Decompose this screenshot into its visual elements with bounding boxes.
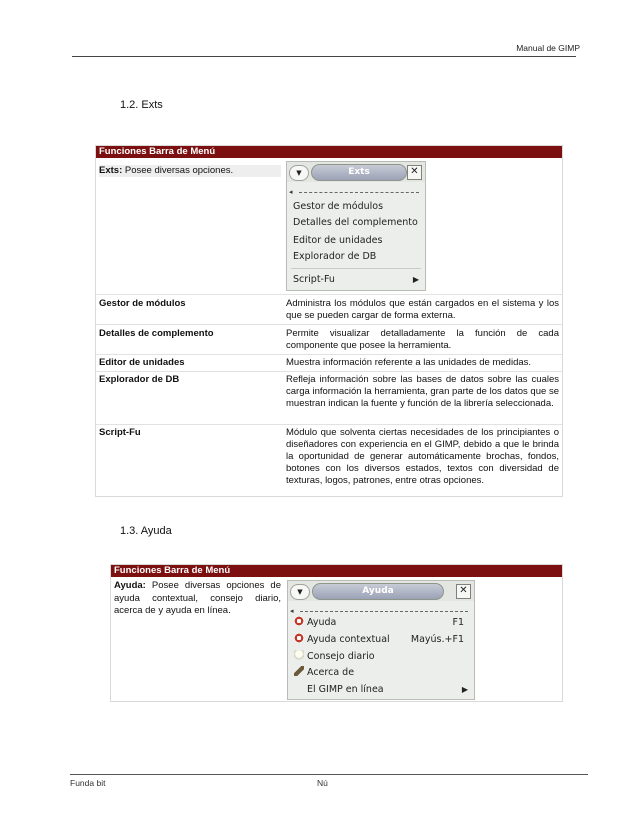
menu-item-label: Editor de unidades bbox=[293, 235, 383, 246]
exts-functions-table bbox=[95, 145, 563, 497]
row-label-explorador: Explorador de DB bbox=[99, 374, 180, 385]
menu-dropdown-arrow-icon[interactable]: ▼ bbox=[290, 584, 310, 600]
row-label-script-fu: Script-Fu bbox=[99, 427, 141, 438]
row-label-detalles: Detalles de complemento bbox=[99, 328, 214, 339]
menu-dropdown-arrow-icon[interactable]: ▼ bbox=[289, 165, 309, 181]
row-divider bbox=[96, 424, 562, 425]
menu-item-label: Gestor de módulos bbox=[293, 201, 384, 212]
menu-item-detalles-complemento[interactable] bbox=[293, 215, 421, 230]
menu-item-label: Script-Fu bbox=[293, 274, 335, 285]
row-desc-detalles: Permite visualizar detalladamente la función de cada componente que posee la herramienta. bbox=[286, 328, 559, 351]
row-desc-script-fu: Módulo que solventa ciertas necesidades de los principiantes o diseñadores con experiencia en el GIMP, debido a que le brinda la oportunidad de generar automáticamente brochas, fondos, botones con los diversos estados, textos con diversidad de texturas, logos, patrones, entre otras opciones. bbox=[286, 427, 559, 486]
row-desc-gestor: Administra los módulos que están cargados en el sistema y los que se pueden cargar de forma externa. bbox=[286, 298, 559, 321]
menu-title: Exts bbox=[311, 164, 407, 181]
section-title-ayuda: 1.3. Ayuda bbox=[120, 525, 172, 537]
menu-item-label: Consejo diario bbox=[307, 651, 375, 662]
menu-titlebar bbox=[287, 162, 425, 182]
submenu-arrow-icon: ▶ bbox=[412, 275, 419, 284]
help-icon bbox=[294, 616, 304, 626]
submenu-arrow-icon: ▶ bbox=[461, 685, 468, 694]
menu-separator bbox=[291, 268, 421, 269]
ayuda-menu-window bbox=[287, 580, 475, 700]
intro-cell bbox=[114, 580, 281, 618]
menu-item-gimp-en-linea[interactable] bbox=[294, 682, 470, 697]
menu-item-acerca-de[interactable] bbox=[294, 665, 470, 680]
row-desc-explorador: Refleja información sobre las bases de datos sobre las cuales carga información la herramienta, gran parte de los datos que se muestran indican la fuente y función de la librería seleccionada. bbox=[286, 374, 559, 409]
menu-title: Ayuda bbox=[312, 583, 444, 600]
wilber-icon bbox=[294, 666, 304, 676]
row-divider bbox=[96, 371, 562, 372]
footer-left: Funda bit bbox=[70, 778, 106, 788]
tearoff-line[interactable]: ◂ bbox=[289, 188, 423, 196]
menu-item-consejo-diario[interactable] bbox=[294, 649, 470, 664]
row-divider bbox=[96, 294, 562, 295]
menu-item-label: Acerca de bbox=[307, 667, 355, 678]
menu-item-label: Ayuda bbox=[307, 617, 337, 628]
intro-text: Posee diversas opciones de ayuda contextual, consejo diario, acerca de y ayuda en línea. bbox=[114, 580, 281, 616]
menu-item-explorador-db[interactable] bbox=[293, 249, 421, 264]
intro-text: Posee diversas opciones. bbox=[124, 165, 234, 176]
lightbulb-icon bbox=[294, 650, 304, 660]
menu-item-script-fu[interactable] bbox=[293, 272, 421, 287]
running-header-title: Manual de GIMP bbox=[516, 43, 580, 53]
row-label-editor: Editor de unidades bbox=[99, 357, 185, 368]
menu-item-label: Ayuda contextual bbox=[307, 634, 390, 645]
menu-item-gestor-modulos[interactable] bbox=[293, 199, 421, 214]
intro-label: Exts: bbox=[99, 165, 123, 176]
section-title-exts: 1.2. Exts bbox=[120, 99, 163, 111]
menu-item-ayuda[interactable] bbox=[294, 615, 470, 630]
menu-item-shortcut: Mayús.+F1 bbox=[410, 634, 464, 645]
intro-cell bbox=[99, 165, 281, 177]
table-header: Funciones Barra de Menú bbox=[96, 146, 562, 158]
menu-item-label: Detalles del complemento bbox=[293, 217, 418, 228]
ayuda-functions-table bbox=[110, 564, 563, 702]
menu-item-shortcut: F1 bbox=[452, 617, 464, 628]
row-desc-editor: Muestra información referente a las unidades de medidas. bbox=[286, 357, 532, 368]
row-label-gestor: Gestor de módulos bbox=[99, 298, 186, 309]
row-divider bbox=[96, 324, 562, 325]
close-icon[interactable]: ✕ bbox=[407, 165, 422, 180]
header-rule bbox=[72, 56, 576, 57]
tearoff-line[interactable]: ◂ bbox=[290, 607, 472, 615]
intro-label: Ayuda: bbox=[114, 580, 146, 591]
table-header: Funciones Barra de Menú bbox=[111, 565, 562, 577]
row-divider bbox=[96, 354, 562, 355]
menu-item-editor-unidades[interactable] bbox=[293, 233, 421, 248]
menu-item-label: Explorador de DB bbox=[293, 251, 377, 262]
exts-menu-window bbox=[286, 161, 426, 291]
context-help-icon bbox=[294, 633, 304, 643]
menu-item-ayuda-contextual[interactable] bbox=[294, 632, 470, 647]
footer-rule bbox=[70, 774, 588, 775]
footer-page-label: Nú bbox=[317, 778, 328, 788]
close-icon[interactable]: ✕ bbox=[456, 584, 471, 599]
menu-item-label: El GIMP en línea bbox=[307, 684, 384, 695]
menu-titlebar bbox=[288, 581, 474, 601]
